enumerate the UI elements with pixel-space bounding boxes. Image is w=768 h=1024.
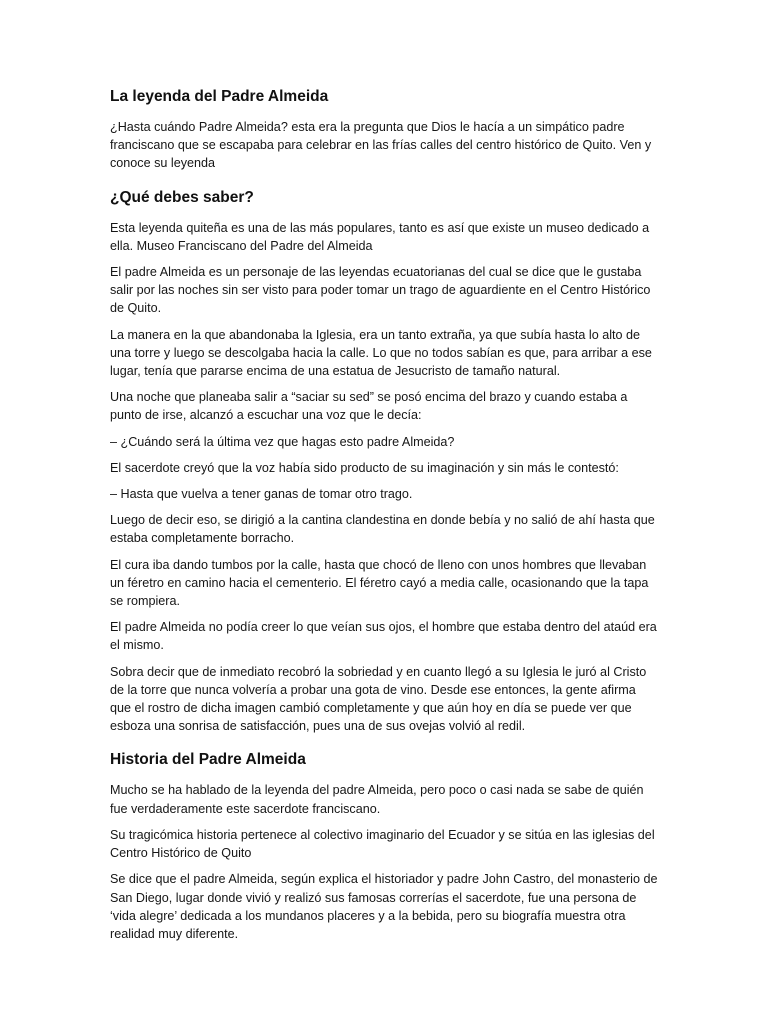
paragraph: Su tragicómica historia pertenece al colectivo imaginario del Ecuador y se sitúa en las iglesias del Centro Histórico de Quito xyxy=(110,827,655,861)
intro-paragraph: ¿Hasta cuándo Padre Almeida? esta era la pregunta que Dios le hacía a un simpático padre franciscano que se escapaba para celebrar en las frías calles del centro histórico de Quito. Ven y conoce su leyenda xyxy=(110,120,652,171)
document-page xyxy=(110,86,658,943)
section-heading-historia: Historia del Padre Almeida xyxy=(110,751,306,769)
paragraph: Luego de decir eso, se dirigió a la cantina clandestina en donde bebía y no salió de ahí hasta que estaba completamente borracho. xyxy=(110,513,655,546)
paragraph: El sacerdote creyó que la voz había sido producto de su imaginación y sin más le contestó: xyxy=(110,460,619,475)
section-heading-que-debes-saber: ¿Qué debes saber? xyxy=(110,188,254,206)
paragraph: Esta leyenda quiteña es una de las más populares, tanto es así que existe un museo dedicado a ella. Museo Franciscano del Padre del Almeida xyxy=(110,220,650,253)
paragraph: La manera en la que abandonaba la Iglesia, era un tanto extraña, ya que subía hasta lo alto de una torre y luego se descolgaba hacia la calle. Lo que no todos sabían es que, para arribar a ese lugar, tenía que pararse encima de una estatua de Jesucristo de tamaño natural. xyxy=(110,327,652,379)
dialogue-line: – Hasta que vuelva a tener ganas de tomar otro trago. xyxy=(110,487,413,502)
paragraph: El cura iba dando tumbos por la calle, hasta que chocó de lleno con unos hombres que llevaban un féretro en camino hacia el cementerio. El féretro cayó a media calle, ocasionando que la tapa se rompiera. xyxy=(110,557,649,609)
paragraph: El padre Almeida es un personaje de las leyendas ecuatorianas del cual se dice que le gustaba salir por las noches sin ser visto para poder tomar un trago de aguardiente en el Centro Histórico de Quito. xyxy=(110,265,651,316)
paragraph: Se dice que el padre Almeida, según explica el historiador y padre John Castro, del monasterio de San Diego, lugar donde vivió y realizó sus famosas correrías el sacerdote, fue una persona de ‘vida alegre’ dedicada a los mundanos placeres y a la bebida, pero su biografía muestra otra realidad muy diferente. xyxy=(110,872,658,941)
paragraph: El padre Almeida no podía creer lo que veían sus ojos, el hombre que estaba dentro del ataúd era el mismo. xyxy=(110,620,657,653)
document-title: La leyenda del Padre Almeida xyxy=(110,88,329,105)
dialogue-line: – ¿Cuándo será la última vez que hagas esto padre Almeida? xyxy=(110,434,455,449)
paragraph: Sobra decir que de inmediato recobró la sobriedad y en cuanto llegó a su Iglesia le juró al Cristo de la torre que nunca volvería a probar una gota de vino. Desde ese entonces, la gente afirma que el rostro de dicha imagen cambió completamente y que aún hoy en día se puede ver que esboza una sonrisa de satisfacción, pues una de sus ovejas volvió al redil. xyxy=(110,664,647,734)
paragraph: Mucho se ha hablado de la leyenda del padre Almeida, pero poco o casi nada se sabe de quién fue verdaderamente este sacerdote franciscano. xyxy=(110,783,644,816)
paragraph: Una noche que planeaba salir a “saciar su sed” se posó encima del brazo y cuando estaba a punto de irse, alcanzó a escuchar una voz que le decía: xyxy=(110,390,628,423)
